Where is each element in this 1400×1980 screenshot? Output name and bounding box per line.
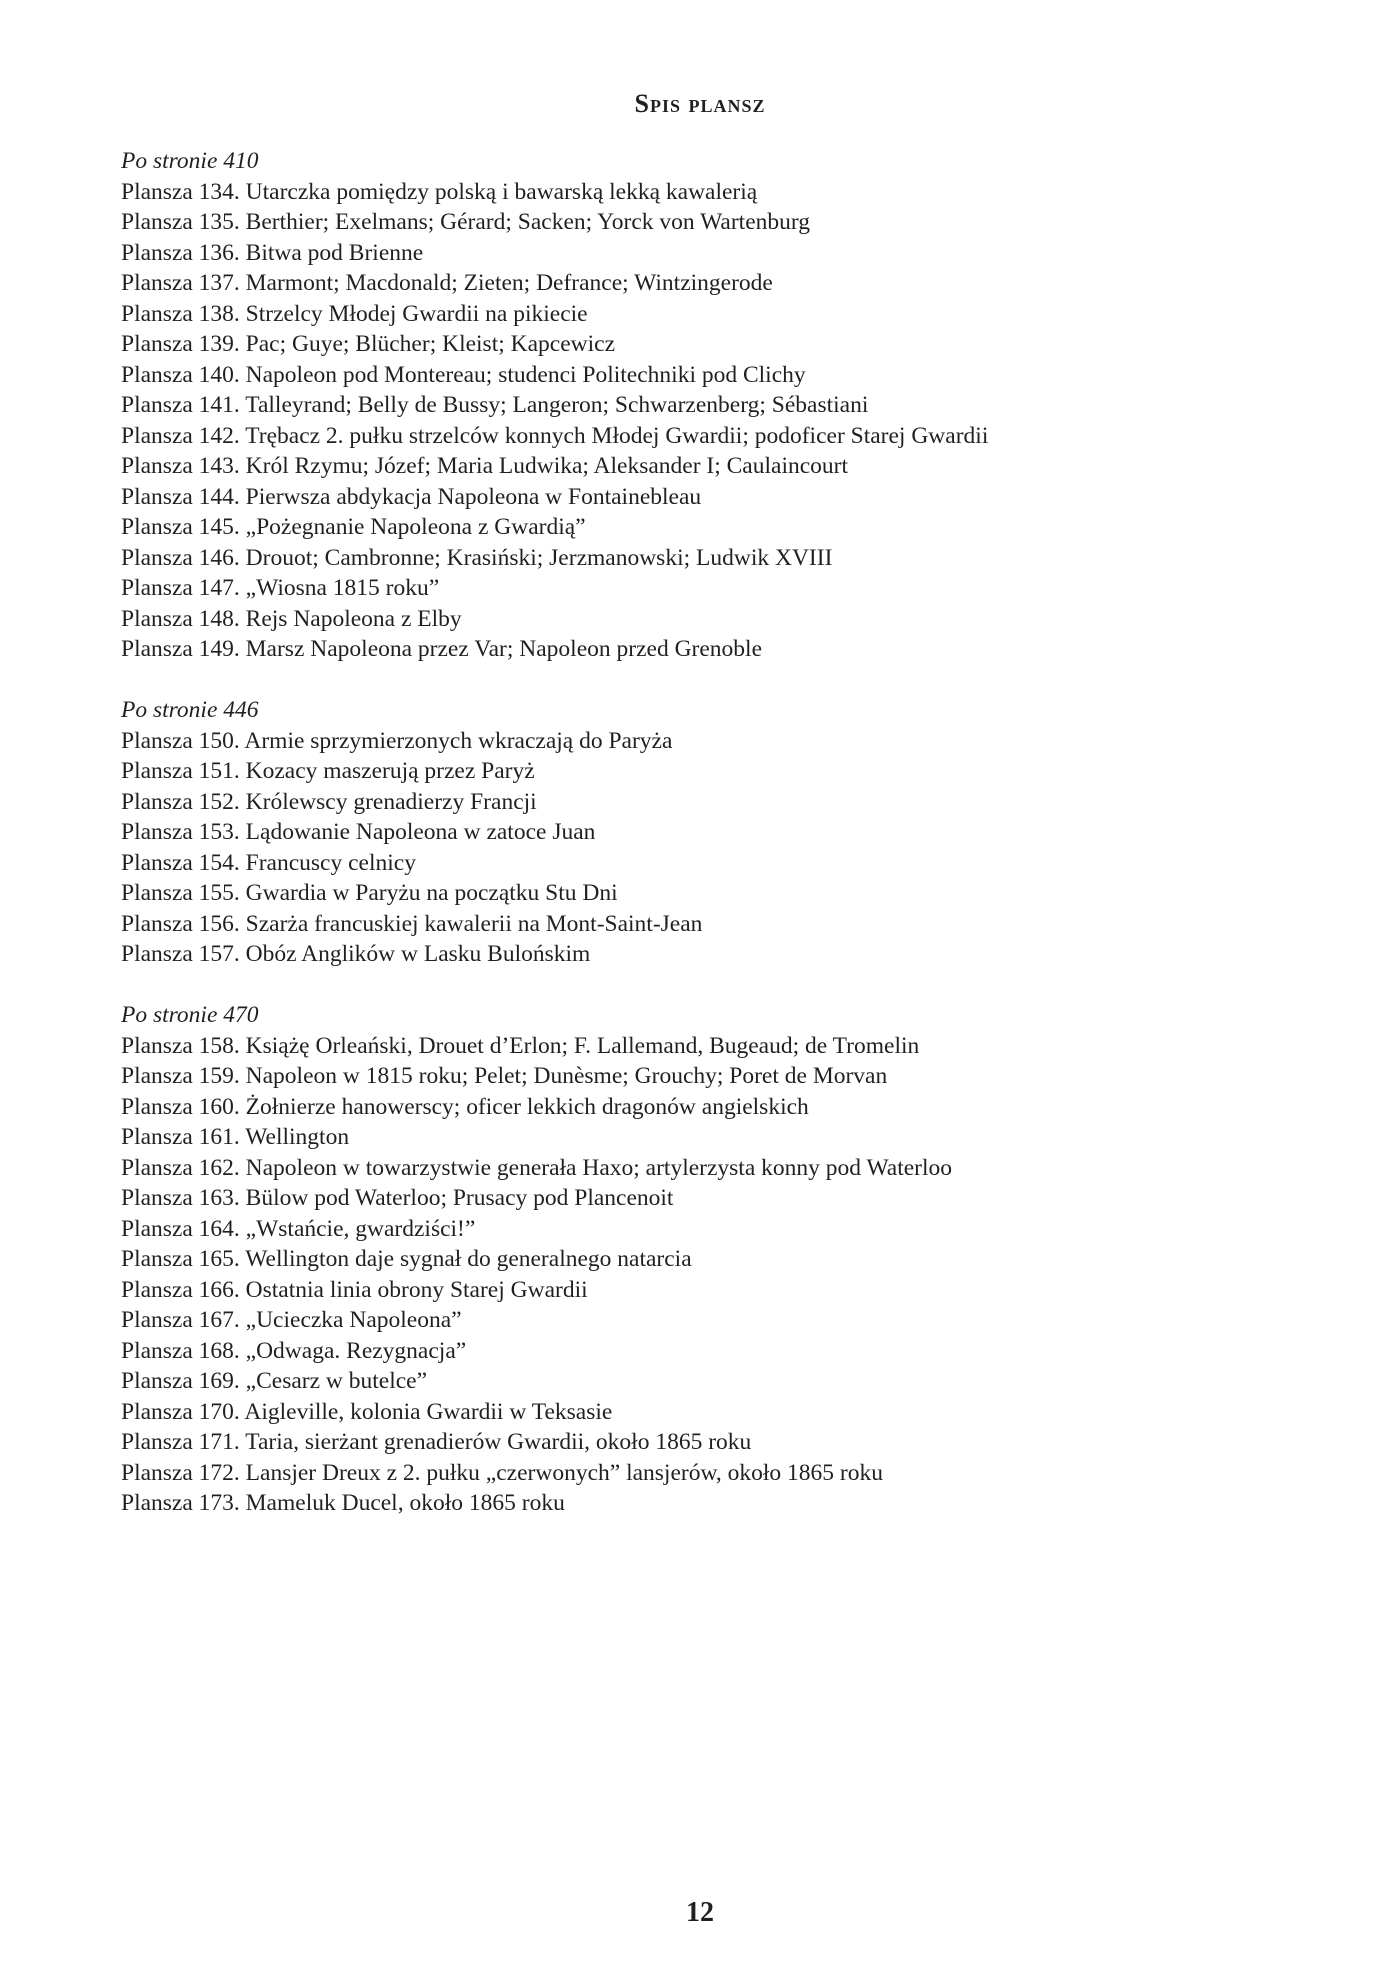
plate-entry: Plansza 173. Mameluk Ducel, około 1865 roku [121, 1490, 565, 1516]
plate-section [121, 695, 1301, 970]
plates-list-content [121, 146, 1301, 1549]
section-heading: Po stronie 410 [121, 148, 259, 174]
plate-list [121, 1031, 1301, 1519]
plate-entry: Plansza 143. Król Rzymu; Józef; Maria Ludwika; Aleksander I; Caulaincourt [121, 453, 849, 479]
plate-entry: Plansza 140. Napoleon pod Montereau; studenci Politechniki pod Clichy [121, 361, 806, 388]
page-title: Spis plansz [634, 89, 766, 119]
plate-entry: Plansza 169. „Cesarz w butelce” [121, 1368, 428, 1394]
plate-entry: Plansza 162. Napoleon w towarzystwie generała Haxo; artylerzysta konny pod Waterloo [121, 1154, 953, 1181]
plate-entry: Plansza 164. „Wstańcie, gwardziści!” [121, 1215, 476, 1242]
plate-entry: Plansza 155. Gwardia w Paryżu na początku Stu Dni [121, 880, 618, 906]
plate-entry: Plansza 158. Książę Orleański, Drouet d’Erlon; F. Lallemand, Bugeaud; de Tromelin [121, 1032, 920, 1059]
plate-entry: Plansza 163. Bülow pod Waterloo; Prusacy pod Plancenoit [121, 1185, 674, 1211]
plate-entry: Plansza 147. „Wiosna 1815 roku” [121, 575, 440, 601]
section-heading: Po stronie 446 [121, 697, 259, 723]
plate-entry: Plansza 144. Pierwsza abdykacja Napoleona w Fontainebleau [121, 483, 702, 510]
plate-entry: Plansza 156. Szarża francuskiej kawalerii na Mont-Saint-Jean [121, 910, 703, 937]
plate-entry: Plansza 139. Pac; Guye; Blücher; Kleist; Kapcewicz [121, 331, 616, 357]
plate-list [121, 726, 1301, 970]
plate-entry: Plansza 151. Kozacy maszerują przez Paryż [121, 758, 535, 784]
plate-entry: Plansza 166. Ostatnia linia obrony Starej Gwardii [121, 1276, 588, 1303]
plate-entry: Plansza 150. Armie sprzymierzonych wkraczają do Paryża [121, 727, 673, 754]
plate-entry: Plansza 153. Lądowanie Napoleona w zatoce Juan [121, 819, 596, 845]
plate-entry: Plansza 136. Bitwa pod Brienne [121, 239, 424, 266]
section-heading: Po stronie 470 [121, 1002, 259, 1028]
plate-entry: Plansza 159. Napoleon w 1815 roku; Pelet; Dunèsme; Grouchy; Poret de Morvan [121, 1063, 888, 1089]
plate-entry: Plansza 167. „Ucieczka Napoleona” [121, 1307, 462, 1333]
plate-entry: Plansza 134. Utarczka pomiędzy polską i bawarską lekką kawalerią [121, 178, 758, 205]
plate-entry: Plansza 146. Drouot; Cambronne; Krasiński; Jerzmanowski; Ludwik XVIII [121, 544, 833, 571]
plate-section [121, 146, 1301, 665]
plate-entry: Plansza 161. Wellington [121, 1124, 350, 1150]
plate-entry: Plansza 149. Marsz Napoleona przez Var; Napoleon przed Grenoble [121, 636, 763, 662]
plate-entry: Plansza 141. Talleyrand; Belly de Bussy; Langeron; Schwarzenberg; Sébastiani [121, 392, 869, 418]
plate-entry: Plansza 165. Wellington daje sygnał do generalnego natarcia [121, 1246, 692, 1272]
plate-entry: Plansza 170. Aigleville, kolonia Gwardii w Teksasie [121, 1398, 613, 1425]
plate-entry: Plansza 152. Królewscy grenadierzy Francji [121, 788, 537, 815]
plate-entry: Plansza 138. Strzelcy Młodej Gwardii na pikiecie [121, 300, 588, 327]
page-number: 12 [686, 1897, 714, 1928]
plate-entry: Plansza 145. „Pożegnanie Napoleona z Gwardią” [121, 514, 586, 540]
plate-entry: Plansza 154. Francuscy celnicy [121, 849, 416, 876]
plate-entry: Plansza 168. „Odwaga. Rezygnacja” [121, 1337, 467, 1364]
plate-list [121, 177, 1301, 665]
plate-entry: Plansza 172. Lansjer Dreux z 2. pułku „czerwonych” lansjerów, około 1865 roku [121, 1459, 884, 1486]
plate-entry: Plansza 171. Taria, sierżant grenadierów Gwardii, około 1865 roku [121, 1429, 752, 1455]
plate-entry: Plansza 137. Marmont; Macdonald; Zieten; Defrance; Wintzingerode [121, 270, 773, 296]
plate-section [121, 1000, 1301, 1519]
plate-entry: Plansza 160. Żołnierze hanowerscy; oficer lekkich dragonów angielskich [121, 1093, 809, 1120]
plate-entry: Plansza 142. Trębacz 2. pułku strzelców konnych Młodej Gwardii; podoficer Starej Gwardii [121, 422, 989, 449]
plate-entry: Plansza 135. Berthier; Exelmans; Gérard; Sacken; Yorck von Wartenburg [121, 209, 811, 235]
plate-entry: Plansza 157. Obóz Anglików w Lasku Bulońskim [121, 941, 591, 967]
plate-entry: Plansza 148. Rejs Napoleona z Elby [121, 605, 462, 632]
